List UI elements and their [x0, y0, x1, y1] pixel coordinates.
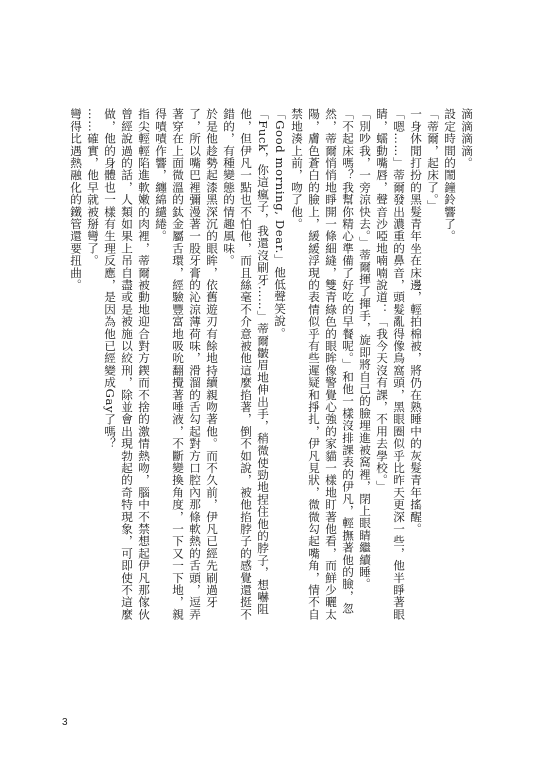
paragraph: 「Fuck，你這瘋子，我還沒刷牙……」蒂爾皺眉地伸出手，稍微使勁地捏住他的脖子，想嚇阻他，但伊凡一點也不怕他，而且絲毫不介意被他這麼掐著，倒不如說，被他掐脖子的感覺還挺不錯的，有種變態的情趣風味。 — [222, 108, 270, 621]
paragraph: ……確實，他早就被掰彎了。 — [86, 108, 100, 267]
paragraph: 「蒂爾，起床了。」 — [426, 108, 440, 212]
paragraph: 彎得比遇熱融化的鐵管還要扭曲。 — [69, 108, 83, 291]
paragraph: 滴滴滴滴。 — [460, 108, 474, 169]
paragraph: 「不起床嗎？我幫你精心準備了好吃的早餐呢。」和他一樣沒排課表的伊凡，輕撫著他的臉，忽然，蒂爾悄悄地睜開一條細縫，雙青綠色的眼眸像警覺心強的家貓一樣地盯著他看，而鮮少曬太陽，膚色蒼白的臉上，緩緩浮現的表情似乎有些遲疑和掙扎，伊凡見狀，微微勾起嘴角，情不自禁地湊上前，吻了他。 — [290, 108, 355, 621]
paragraph: 於是他趁勢起漆黑深沉的眼眸，依舊遊刃有餘地持續親吻著他。而不久前，伊凡已經先刷過牙了，所以嘴巴裡彌漫著一股牙膏的沁涼薄荷味，滑溜的舌勾起對方口腔內那條軟熱的舌頭，逗弄著穿在上面微溫的鈦金屬舌環，經驗豐富地吸吮翻攪著唾液，不斷變換角度，一下又一下地，親得嘖嘖作響，纏綿繾綣。 — [154, 108, 219, 621]
paragraph: 「嗯……」蒂爾發出濃重的鼻音，頭髮亂得像鳥窩頭，黑眼圈似乎比昨天更深一些，他半睜著眼睛，蠕動嘴唇，聲音沙啞地喃喃說道：「我今天沒有課，不用去學校。」 — [375, 108, 406, 621]
paragraph: 「Good morning, Dear.」他低聲笑說。 — [273, 108, 287, 340]
page-number: 3 — [62, 717, 68, 728]
paragraph: 「別吵我，一旁涼快去。」蒂爾揮了揮手，旋即將自己的臉埋進被窩裡，閉上眼睛繼續睡。 — [358, 108, 372, 591]
paragraph: 一身休閒打扮的黑髮青年坐在床邊，輕拍棉被，將仍在熟睡中的灰髮青年搖醒。 — [409, 108, 423, 535]
body-text — [55, 108, 475, 628]
paragraph: 指尖輕輕陷進軟嫩的肉裡，蒂爾被動地迎合對方鍥而不捨的激情熱吻，腦中不禁想起伊凡那傢伙曾經說過的話，人類如果上吊自盡或是被施以絞刑，除並會出現勃起的奇特現象，可即使不這麼做，他的身體也一樣有生理反應，是因為他已經變成Gay了嗎？ — [103, 108, 151, 621]
paragraph: 設定時間的鬧鐘鈴響了。 — [443, 108, 457, 243]
